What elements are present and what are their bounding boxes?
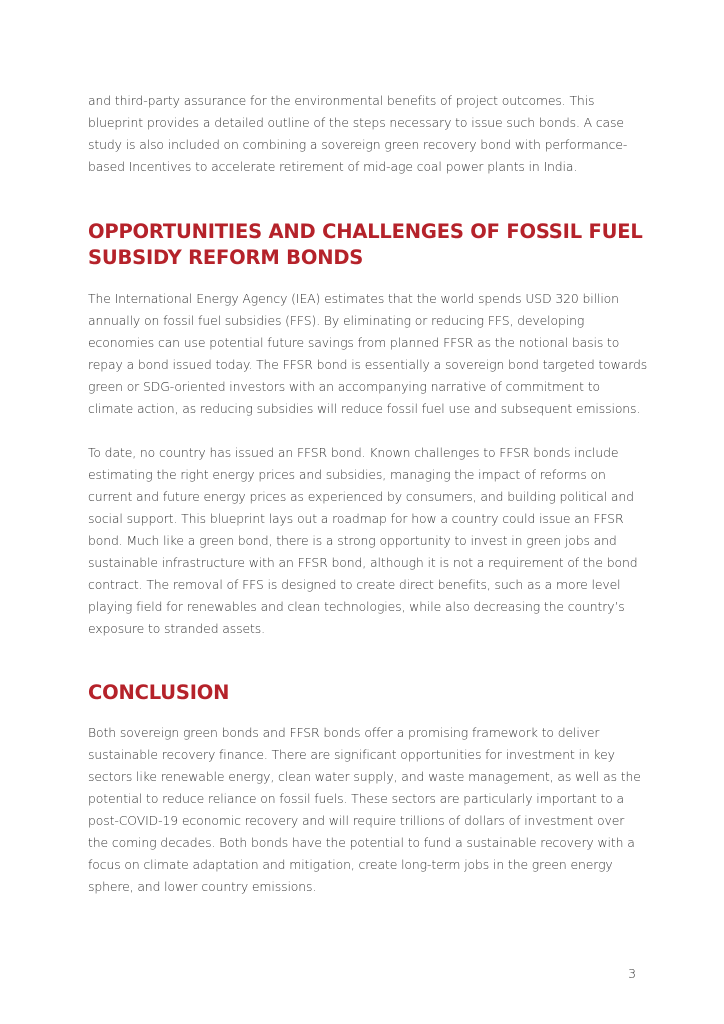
document-page <box>88 90 648 898</box>
opportunities-paragraph-2: To date, no country has issued an FFSR bond. Known challenges to FFSR bonds include estimating the right energy prices and subsidies, managing the impact of reforms on current and future energy prices as experienced by consumers, and building political and social support. This blueprint lays out a roadmap for how a country could issue an FFSR bond. Much like a green bond, there is a strong opportunity to invest in green jobs and sustainable infrastructure with an FFSR bond, although it is not a requirement of the bond contract. The removal of FFS is designed to create direct benefits, such as a more level playing field for renewables and clean technologies, while also decreasing the country’s exposure to stranded assets. <box>88 445 638 636</box>
section-heading-conclusion: CONCLUSION <box>88 681 230 704</box>
intro-paragraph: and third-party assurance for the environmental benefits of project outcomes. This blueprint provides a detailed outline of the steps necessary to issue such bonds. A case study is also included on combining a sovereign green recovery bond with performance-based Incentives to accelerate retirement of mid-age coal power plants in India. <box>88 93 628 174</box>
conclusion-paragraph: Both sovereign green bonds and FFSR bonds offer a promising framework to deliver sustainable recovery finance. There are significant opportunities for investment in key sectors like renewable energy, clean water supply, and waste management, as well as the potential to reduce reliance on fossil fuels. These sectors are particularly important to a post-COVID-19 economic recovery and will require trillions of dollars of investment over the coming decades. Both bonds have the potential to fund a sustainable recovery with a focus on climate adaptation and mitigation, create long-term jobs in the green energy sphere, and lower country emissions. <box>88 725 641 894</box>
opportunities-paragraph-1: The International Energy Agency (IEA) estimates that the world spends USD 320 billion annually on fossil fuel subsidies (FFS). By eliminating or reducing FFS, developing economies can use potential future savings from planned FFSR as the notional basis to repay a bond issued today. The FFSR bond is essentially a sovereign bond targeted towards green or SDG-oriented investors with an accompanying narrative of commitment to climate action, as reducing subsidies will reduce fossil fuel use and subsequent emissions. <box>88 291 648 416</box>
section-heading-opportunities: OPPORTUNITIES AND CHALLENGES OF FOSSIL FUEL SUBSIDY REFORM BONDS <box>88 220 643 269</box>
page-number: 3 <box>628 966 636 981</box>
